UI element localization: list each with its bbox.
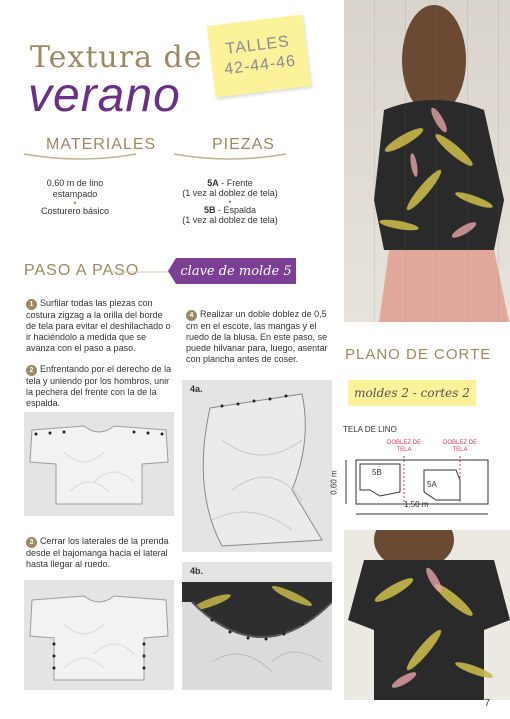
figure-4a xyxy=(182,380,332,552)
step-1 xyxy=(26,298,174,354)
figure-4b-label: 4b. xyxy=(190,566,204,576)
pieza-detail: (1 vez al doblez de tela) xyxy=(182,188,278,198)
materiales-item: Costurero básico xyxy=(40,206,110,216)
cutting-layout xyxy=(340,456,500,526)
piezas-label: PIEZAS xyxy=(212,136,275,153)
piece-5b-label: 5B xyxy=(372,468,382,477)
figure-4a-label: 4a. xyxy=(190,384,203,394)
materiales-ornament xyxy=(20,150,140,164)
step-3 xyxy=(26,536,174,570)
photo-model-front xyxy=(344,530,510,700)
talles-sizes: 42-44-46 xyxy=(223,52,297,79)
height-dimension: 0,60 m xyxy=(329,470,339,495)
photo-model-back xyxy=(344,0,510,322)
step-text: Realizar un doble doblez de 0,5 cm en el escote, las mangas y el ruedo de la blusa. En este paso, se puede hilvanar para, luego, asentar con plancha antes de coser. xyxy=(186,309,328,364)
moldes-note: moldes 2 - cortes 2 xyxy=(348,380,476,406)
pieza-code: 5A xyxy=(207,178,219,188)
step-2 xyxy=(26,364,174,409)
pieza-code: 5B xyxy=(203,205,216,215)
step-number: 2 xyxy=(26,365,37,376)
materiales-label: MATERIALES xyxy=(46,136,157,153)
paso-rule xyxy=(110,268,176,276)
paso-title: PASO A PASO xyxy=(24,262,140,279)
figure-4b xyxy=(182,562,332,690)
plano-title: PLANO DE CORTE xyxy=(345,346,492,363)
step-number: 1 xyxy=(26,299,37,310)
step-text: Enfrentando por el derecho de la tela y uniendo por los hombros, unir la pechera del frente con la de la espalda. xyxy=(26,364,172,408)
title-line-2: verano xyxy=(28,69,181,122)
materiales-item: 0,60 m de lino xyxy=(46,178,104,188)
step3-illustration xyxy=(24,580,174,690)
step2-illustration xyxy=(24,412,174,516)
doblez-label: DOBLEZ DE TELA xyxy=(442,440,477,453)
step-number: 4 xyxy=(186,310,197,321)
pieza-detail: (1 vez al doblez de tela) xyxy=(182,215,278,225)
step-4 xyxy=(186,309,336,365)
page-number: 7 xyxy=(484,698,490,709)
width-dimension: 1,50 m xyxy=(404,500,429,509)
pieza-name: - Frente xyxy=(218,178,253,188)
materiales-item: estampado xyxy=(52,189,98,199)
piece-5a-label: 5A xyxy=(427,480,437,489)
step-text: Surfilar todas las piezas con costura zigzag a la orilla del borde de tela para evitar el deshilachado o ir haciéndolo a medida que se avanza con el paso a paso. xyxy=(26,298,171,353)
talles-note xyxy=(207,14,311,97)
step-number: 3 xyxy=(26,537,37,548)
pieza-name: - Espalda xyxy=(215,205,257,215)
step-text: Cerrar los laterales de la prenda desde el bajomanga hacia el lateral hasta llegar al ruedo. xyxy=(26,536,169,569)
tela-label: TELA DE LINO xyxy=(343,425,397,434)
clave-molde-tag: clave de molde 5 xyxy=(176,258,296,284)
bullet-icon: • xyxy=(73,198,77,208)
piezas-ornament xyxy=(170,150,290,164)
doblez-label: DOBLEZ DE TELA xyxy=(386,440,421,453)
title-line-1: Textura de xyxy=(30,40,203,75)
talles-label: TALLES xyxy=(224,33,291,58)
bullet-icon: • xyxy=(228,197,232,207)
